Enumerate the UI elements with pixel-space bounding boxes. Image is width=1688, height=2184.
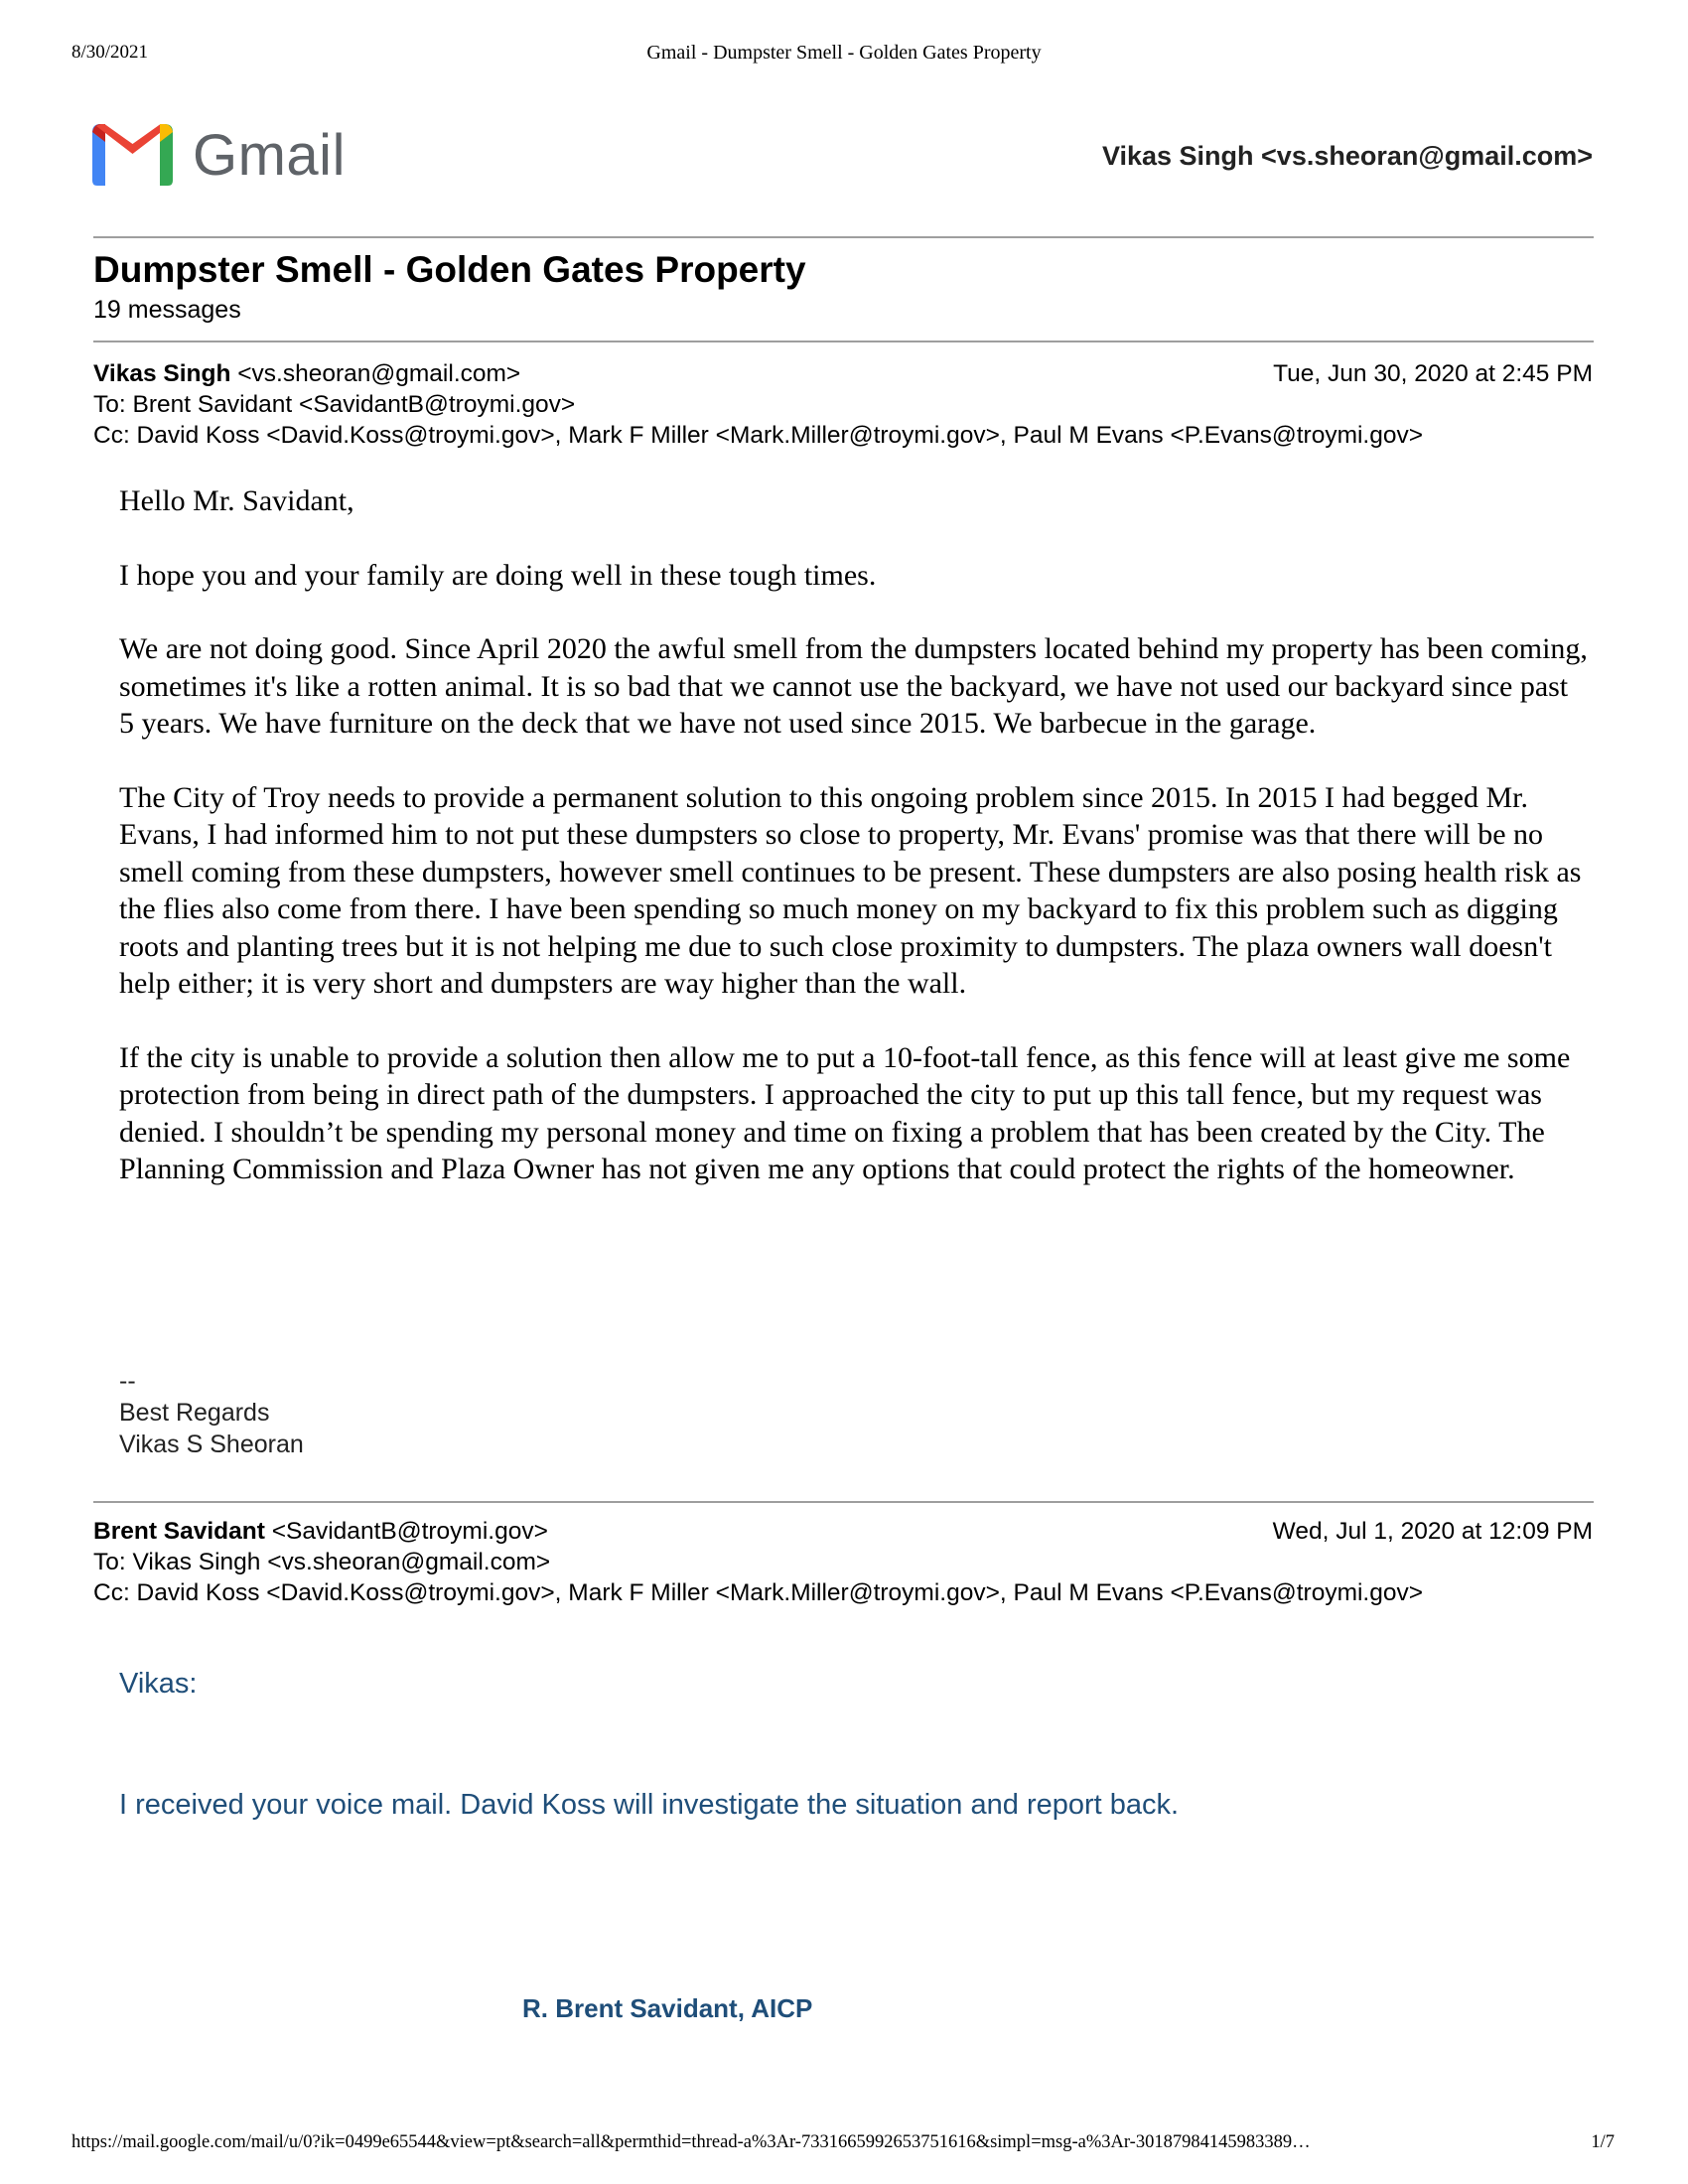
message-header (93, 1516, 1593, 1608)
to-line: To: Brent Savidant <SavidantB@troymi.gov> (93, 391, 576, 418)
message-body (119, 482, 1589, 1225)
page-number: 1/7 (1591, 2132, 1615, 2152)
signature (119, 1365, 304, 1460)
cc-line: Cc: David Koss <David.Koss@troymi.gov>, Mark F Miller <Mark.Miller@troymi.gov>, Paul M Evans <P.Evans@troymi.gov> (93, 1579, 1424, 1606)
sender-email[interactable]: <vs.sheoran@gmail.com> (237, 360, 521, 387)
divider (93, 1501, 1594, 1503)
to-line: To: Vikas Singh <vs.sheoran@gmail.com> (93, 1549, 551, 1575)
sender-line (93, 1516, 548, 1547)
divider (93, 236, 1594, 238)
body-paragraph: We are not doing good. Since April 2020 the awful smell from the dumpsters located behind my property has been coming, sometimes it's like a rotten animal. It is so bad that we cannot use the backyard, we have not used our backyard since past 5 years. We have furniture on the deck that we have not used since 2015. We barbecue in the garage. (119, 632, 1588, 740)
reply-signoff: R. Brent Savidant, AICP (522, 1993, 813, 2023)
account-identity: Vikas Singh <vs.sheoran@gmail.com> (1101, 141, 1593, 171)
message-date: Wed, Jul 1, 2020 at 12:09 PM (1272, 1518, 1593, 1545)
body-paragraph: I hope you and your family are doing well in these tough times. (119, 558, 877, 592)
print-url: https://mail.google.com/mail/u/0?ik=0499e65544&view=pt&search=all&permthid=thread-a%3Ar-7331665992653751616&simpl=msg-a%3Ar-30187984145983389… (71, 2132, 1311, 2152)
print-title: Gmail - Dumpster Smell - Golden Gates Property (646, 42, 1042, 64)
print-date: 8/30/2021 (71, 42, 149, 63)
sender-name: Vikas Singh (93, 360, 231, 387)
sender-line (93, 358, 520, 389)
reply-text: I received your voice mail. David Koss will investigate the situation and report back. (119, 1789, 1180, 1821)
message-count: 19 messages (93, 296, 241, 324)
signature-separator: -- (119, 1367, 136, 1395)
cc-line: Cc: David Koss <David.Koss@troymi.gov>, Mark F Miller <Mark.Miller@troymi.gov>, Paul M Evans <P.Evans@troymi.gov> (93, 422, 1424, 449)
body-paragraph: Hello Mr. Savidant, (119, 484, 354, 517)
message-header (93, 358, 1593, 451)
sender-name: Brent Savidant (93, 1518, 265, 1545)
gmail-m-icon (92, 124, 173, 186)
body-paragraph: The City of Troy needs to provide a permanent solution to this ongoing problem since 2015. In 2015 I had begged Mr. Evans, I had informed him to not put these dumpsters so close to property, Mr. Evans' promise was that there will be no smell coming from these dumpsters, however smell continues to be present. These dumpsters are also posing health risk as the flies also come from there. I have been spending so much money on my backyard to fix this problem such as digging roots and planting trees but it is not helping me due to such close proximity to dumpsters. The plaza owners wall doesn't help either; it is very short and dumpsters are way higher than the wall. (119, 780, 1582, 1000)
gmail-logo[interactable] (92, 119, 346, 191)
signature-line: Best Regards (119, 1399, 270, 1427)
thread-subject: Dumpster Smell - Golden Gates Property (93, 249, 806, 290)
sender-email[interactable]: <SavidantB@troymi.gov> (271, 1518, 548, 1545)
reply-greeting: Vikas: (119, 1668, 198, 1700)
gmail-wordmark: Gmail (193, 122, 346, 188)
body-paragraph: If the city is unable to provide a solution then allow me to put a 10-foot-tall fence, as this fence will at least give me some protection from being in direct path of the dumpsters. I approached the city to put up this tall fence, but my request was denied. I shouldn’t be spending my personal money and time on fixing a problem that has been created by the City. The Planning Commission and Plaza Owner has not given me any options that could protect the rights of the homeowner. (119, 1040, 1571, 1185)
message-date: Tue, Jun 30, 2020 at 2:45 PM (1273, 360, 1593, 387)
divider (93, 341, 1594, 342)
signature-line: Vikas S Sheoran (119, 1431, 304, 1458)
